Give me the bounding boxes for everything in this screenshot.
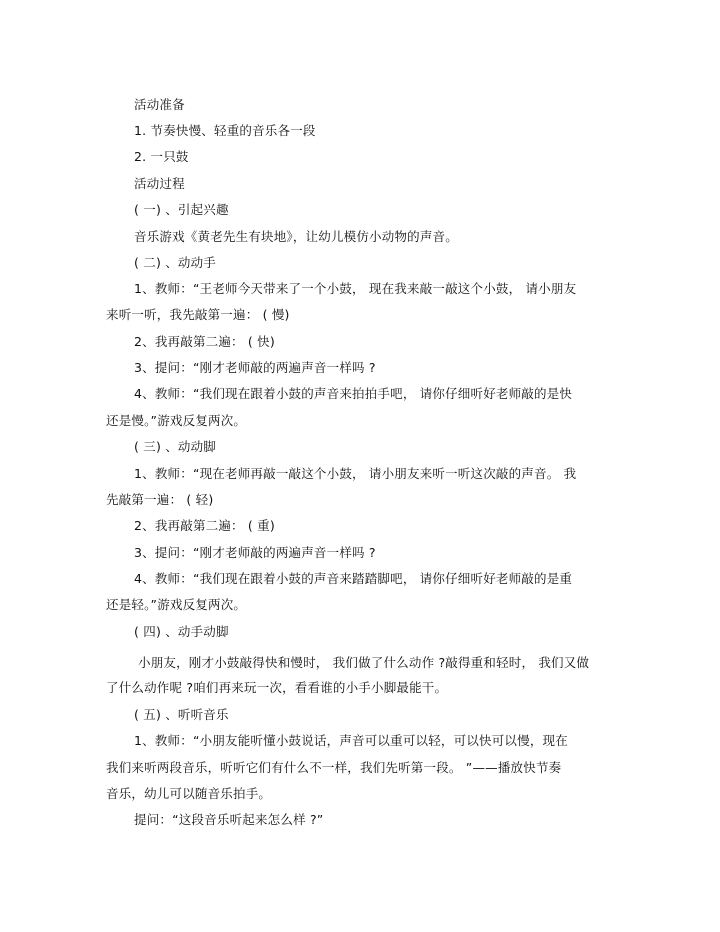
paragraph-line: 了什么动作呢 ?咱们再来玩一次，看看谁的小手小脚最能干。 — [106, 680, 448, 695]
paragraph-line: 提问：“这段音乐听起来怎么样 ?” — [134, 812, 324, 827]
paragraph-line: 还是轻。”游戏反复两次。 — [106, 597, 247, 612]
paragraph-line: 1、教师：“王老师今天带来了一个小鼓， 现在我来敲一敲这个小鼓， 请小朋友 — [134, 281, 577, 296]
section-heading-3: ( 三) 、动动脚 — [134, 439, 217, 454]
heading-activity-preparation: 活动准备 — [134, 97, 185, 112]
paragraph-line: 3、提问：“刚才老师敲的两遍声音一样吗 ? — [134, 545, 376, 560]
section-heading-4: ( 四) 、动手动脚 — [134, 624, 229, 639]
paragraph-line: 还是慢。”游戏反复两次。 — [106, 413, 247, 428]
paragraph-line: 2、我再敲第二遍： ( 快) — [134, 334, 275, 349]
paragraph-line: 3、提问：“刚才老师敲的两遍声音一样吗 ? — [134, 360, 376, 375]
paragraph-line: 先敲第一遍： ( 轻) — [106, 492, 214, 507]
section-heading-1: ( 一) 、引起兴趣 — [134, 202, 229, 217]
paragraph-line: 音乐，幼儿可以随音乐拍手。 — [106, 786, 272, 801]
paragraph-line: 我们来听两段音乐，听听它们有什么不一样，我们先听第一段。 ”——播放快节奏 — [106, 760, 562, 775]
preparation-item-2: 2. 一只鼓 — [134, 149, 189, 164]
section-heading-2: ( 二) 、动动手 — [134, 255, 217, 270]
paragraph-line: 2、我再敲第二遍： ( 重) — [134, 518, 275, 533]
paragraph-line: 来听一听，我先敲第一遍： ( 慢) — [106, 307, 290, 322]
paragraph-line: 4、教师：“我们现在跟着小鼓的声音来踏踏脚吧， 请你仔细听好老师敲的是重 — [134, 571, 573, 586]
paragraph-line: 1、教师：“小朋友能听懂小鼓说话，声音可以重可以轻，可以快可以慢，现在 — [134, 733, 568, 748]
paragraph-line: 4、教师：“我们现在跟着小鼓的声音来拍拍手吧， 请你仔细听好老师敲的是快 — [134, 386, 573, 401]
paragraph-line: 1、教师：“现在老师再敲一敲这个小鼓， 请小朋友来听一听这次敲的声音。 我 — [134, 466, 577, 481]
heading-activity-process: 活动过程 — [134, 176, 185, 191]
section-heading-5: ( 五) 、听听音乐 — [134, 707, 229, 722]
paragraph-line: 音乐游戏《黄老先生有块地》，让幼儿模仿小动物的声音。 — [134, 229, 458, 244]
preparation-item-1: 1. 节奏快慢、轻重的音乐各一段 — [134, 123, 316, 138]
paragraph-line: 小朋友，刚才小鼓敲得快和慢时， 我们做了什么动作 ?敲得重和轻时， 我们又做 — [138, 655, 590, 670]
